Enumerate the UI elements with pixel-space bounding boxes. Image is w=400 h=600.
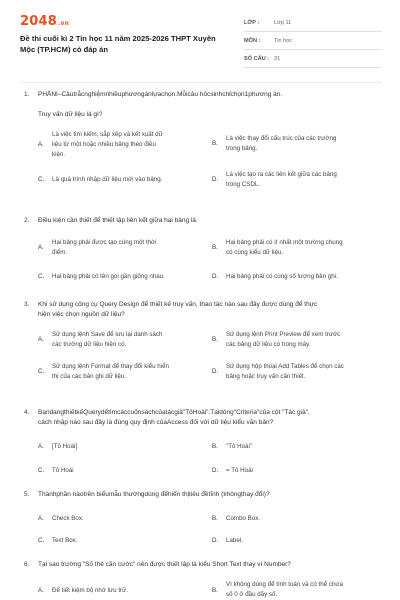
option-text [52,536,77,546]
option-letter: B. [212,336,218,343]
options-grid [24,434,384,484]
site-logo[interactable] [20,14,69,29]
option-line: Là việc thay đổi cấu trúc của các trường [226,135,337,142]
option-line: Sử dụng hộp thoại Add Tables để chọn các [226,363,344,370]
option-line: Hai bảng phải có ít nhất một trường chung [226,239,343,246]
option-letter: A. [38,336,44,343]
option-letter: B. [212,587,218,594]
meta-value: Tin học [274,37,293,44]
question-stem [24,408,384,428]
stem-line: PHẦNI–Câutrắcnghiệmnhiềuphươngánlựachọn.Mỗicâu hỏcsinhchỉchọn1phương án. [38,91,283,98]
option-text [52,514,84,524]
option-line: Hai bảng phải có cùng số lượng bản ghi. [226,273,338,280]
question-1 [24,90,384,200]
question-number: 4. [24,409,30,416]
question-stem [24,216,384,226]
question-stem [24,300,384,320]
option-letter: B. [212,515,218,522]
option-text [52,466,74,476]
question-number: 2. [24,217,30,224]
question-3 [24,300,384,390]
meta-key: SỐ CÂU : [244,55,270,62]
options-grid [24,576,384,596]
option-line: Hai bảng phải có tên gọi gần giống nhau. [52,273,165,280]
option-letter: D. [212,368,219,375]
question-stem [24,490,384,500]
question-2 [24,216,384,288]
option-line: [Tô Hoài] [52,443,78,450]
question-4 [24,408,384,484]
question-number: 1. [24,91,30,98]
option-text [226,170,337,190]
header-divider [20,82,382,83]
option-line: Sử dụng lệnh Print Preview để xem trước [226,331,341,338]
option-text [226,536,243,546]
question-stem [24,560,384,570]
option-line: Vì không dùng để tính toán và có thể chứa [226,581,343,588]
options-grid [24,126,384,200]
question-stem [24,90,384,120]
option-text [226,362,344,382]
option-line: kiện. [52,151,66,158]
option-line: thị của các bản ghi dữ liệu. [52,373,126,380]
option-letter: C. [38,176,45,183]
stem-line: Thànhphần nàotrên biểumẫu thườngdùng đểhiển thịtiêu đềtĩnh (khôngthay đổi)? [38,491,270,498]
option-line: Text Box. [52,537,78,544]
option-line: liệu từ một hoặc nhiều bảng theo điều [52,141,156,148]
options-grid [24,506,384,550]
stem-line: Khi sử dụng công cụ Query Design để thiết kế truy vấn, thao tác nào sau đây được dùng để thực [38,301,318,308]
option-text [52,362,169,382]
option-text [226,466,253,476]
option-letter: D. [212,273,219,280]
option-text [52,272,165,282]
option-text [52,442,77,452]
stem-line: Điều kiện cần thiết để thiết lập liên kết giữa hai bảng là: [38,217,198,224]
option-line: Tô Hoài [52,467,74,474]
option-letter: A. [38,141,44,148]
option-text [226,580,343,600]
option-text [52,175,162,185]
stem-line: Tại sao trường "Số thẻ căn cước" nên được thiết lập là kiểu Short Text thay vì Number? [38,561,291,568]
option-line: Sử dụng lệnh Format để thay đổi kiểu hiển [52,363,169,370]
exam-title: Đề thi cuối kì 2 Tin học 11 năm 2025-2026 THPT Xuyên Mộc (TP.HCM) có đáp án [20,34,216,54]
option-text [226,272,338,282]
option-line: Hai bảng phải được tạo cùng một thời [52,239,157,246]
option-text [52,330,162,350]
option-letter: C. [38,273,45,280]
meta-key: MÔN : [244,37,261,44]
option-letter: C. [38,537,45,544]
option-line: Combo Box. [226,515,261,522]
stem-line: Truy vấn dữ liệu là gì? [38,111,103,118]
option-letter: B. [212,244,218,251]
option-line: trong bảng. [226,145,258,152]
option-line: số 0 ở đầu dãy số. [226,591,278,598]
options-grid [24,326,384,390]
option-text [52,586,128,596]
exam-meta-table [244,14,382,68]
option-letter: B. [212,443,218,450]
option-letter: C. [38,467,45,474]
option-letter: D. [212,176,219,183]
option-line: Sử dụng lệnh Save để lưu lại danh sách [52,331,163,338]
option-line: Check Box. [52,515,84,522]
logo-suffix: .vn [57,20,70,27]
options-grid [24,232,384,288]
meta-value: 31 [274,55,281,62]
question-number: 3. [24,301,30,308]
question-6 [24,560,384,596]
option-letter: B. [212,140,218,147]
option-text [226,134,336,154]
stem-line: cách nhập nào sau đây là đúng quy định củaAccess đối với dữ liệu kiểu văn bản? [38,419,274,426]
option-line: Là việc tạo ra các liên kết giữa các bảng [226,171,337,178]
option-line: trong CSDL. [226,181,261,188]
document-header [20,14,382,70]
option-line: Để tiết kiệm bộ nhớ lưu trữ. [52,587,128,594]
option-line: Label. [226,537,243,544]
question-number: 5. [24,491,30,498]
logo-text: 2048 [20,14,57,29]
meta-key: LỚP : [244,19,260,26]
option-letter: A. [38,587,44,594]
option-letter: D. [212,537,219,544]
option-letter: C. [38,368,45,375]
option-line: các bảng dữ liệu có trong máy. [226,341,311,348]
option-letter: A. [38,443,44,450]
stem-line: hiện việc chọn nguồn dữ liệu? [38,311,125,318]
meta-value: Lớp 11 [274,19,292,26]
option-line: = Tô Hoài [226,467,253,474]
option-line: "Tô Hoài" [226,443,253,450]
option-text [226,442,252,452]
question-number: 6. [24,561,30,568]
question-5 [24,490,384,550]
option-letter: A. [38,515,44,522]
option-line: điểm. [52,249,68,256]
meta-row-class [244,14,382,32]
option-text [226,330,340,350]
meta-row-question-count [244,50,382,68]
option-text [52,130,163,160]
option-line: Là việc tìm kiếm, sắp xếp và kết xuất dữ [52,131,163,138]
option-line: các trường dữ liệu hiện có. [52,341,127,348]
option-line: Là quá trình nhập dữ liệu mới vào bảng. [52,176,163,183]
option-line: bảng hoặc truy vấn cần thiết. [226,373,306,380]
meta-row-subject [244,32,382,50]
stem-line: BạndangthiếtkếQuerydểtìmcáccuốnsáchcủatácgiả"TôHoài".Tạidòng"Criteria"của cột "Tác giả", [38,409,310,416]
option-text [226,238,343,258]
option-letter: D. [212,467,219,474]
option-text [52,238,156,258]
option-line: có cùng kiểu dữ liệu. [226,249,284,256]
option-text [226,514,260,524]
option-letter: A. [38,244,44,251]
